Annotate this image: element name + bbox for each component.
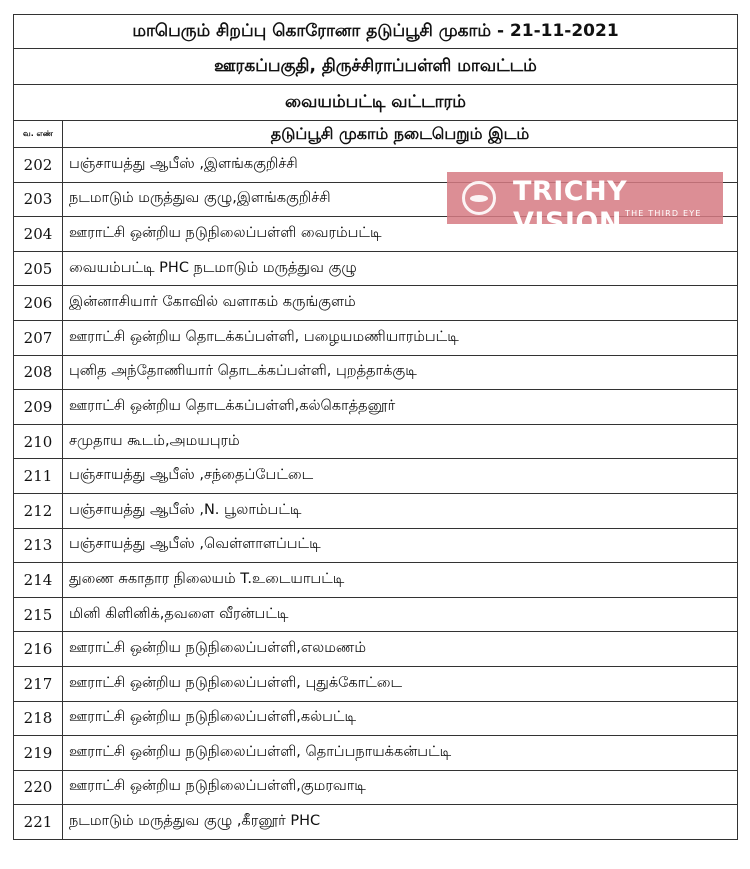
- camp-location: ஊராட்சி ஒன்றிய நடுநிலைப்பள்ளி,கல்பட்டி: [63, 701, 738, 736]
- table-row: [14, 632, 738, 667]
- camp-location: இன்னாசியார் கோவில் வளாகம் கருங்குளம்: [63, 286, 738, 321]
- camp-location: ஊராட்சி ஒன்றிய நடுநிலைப்பள்ளி, புதுக்கோட்டை: [63, 666, 738, 701]
- camp-location: ஊராட்சி ஒன்றிய நடுநிலைப்பள்ளி,எலமணம்: [63, 632, 738, 667]
- table-row: [14, 390, 738, 425]
- camp-location: பஞ்சாயத்து ஆபீஸ் ,இளங்ககுறிச்சி: [63, 148, 738, 183]
- table-row: [14, 770, 738, 805]
- serial-number: 206: [14, 286, 63, 321]
- area-row: [14, 49, 738, 85]
- table-row: [14, 320, 738, 355]
- table-row: [14, 528, 738, 563]
- table-row: [14, 459, 738, 494]
- serial-number: 203: [14, 182, 63, 217]
- serial-number: 211: [14, 459, 63, 494]
- serial-number: 218: [14, 701, 63, 736]
- serial-number: 205: [14, 251, 63, 286]
- camp-location: ஊராட்சி ஒன்றிய தொடக்கப்பள்ளி,கல்கொத்தனூர்: [63, 390, 738, 425]
- serial-number: 208: [14, 355, 63, 390]
- serial-number: 212: [14, 493, 63, 528]
- serial-number: 209: [14, 390, 63, 425]
- column-header-row: [14, 121, 738, 148]
- serial-number: 214: [14, 563, 63, 598]
- table-row: [14, 597, 738, 632]
- serial-number: 204: [14, 217, 63, 252]
- table-row: [14, 666, 738, 701]
- location-column-header: தடுப்பூசி முகாம் நடைபெறும் இடம்: [63, 121, 738, 148]
- table-row: [14, 251, 738, 286]
- table-row: [14, 805, 738, 840]
- document-title: மாபெரும் சிறப்பு கொரோனா தடுப்பூசி முகாம் - 21-11-2021: [14, 15, 738, 49]
- serial-number: 216: [14, 632, 63, 667]
- camp-location: ஊராட்சி ஒன்றிய நடுநிலைப்பள்ளி,குமரவாடி: [63, 770, 738, 805]
- table-row: [14, 563, 738, 598]
- camp-location: பஞ்சாயத்து ஆபீஸ் ,N. பூலாம்பட்டி: [63, 493, 738, 528]
- serial-number: 213: [14, 528, 63, 563]
- serial-number: 210: [14, 424, 63, 459]
- eye-logo-icon: [462, 181, 496, 215]
- camp-location: சமுதாய கூடம்,அமயபுரம்: [63, 424, 738, 459]
- table-row: [14, 736, 738, 771]
- block-row: [14, 85, 738, 121]
- table-row: [14, 701, 738, 736]
- area-heading: ஊரகப்பகுதி, திருச்சிராப்பள்ளி மாவட்டம்: [14, 49, 738, 85]
- table-row: [14, 424, 738, 459]
- table-row: [14, 493, 738, 528]
- serial-number: 217: [14, 666, 63, 701]
- camp-table: [13, 14, 738, 840]
- watermark-subtitle: THE THIRD EYE: [625, 209, 702, 218]
- camp-location: நடமாடும் மருத்துவ குழு,இளங்ககுறிச்சி: [63, 182, 738, 217]
- serial-number: 219: [14, 736, 63, 771]
- serial-number: 215: [14, 597, 63, 632]
- camp-location: புனித அந்தோணியார் தொடக்கப்பள்ளி, புறத்தாக்குடி: [63, 355, 738, 390]
- camp-location: மினி கிளினிக்,தவளை வீரன்பட்டி: [63, 597, 738, 632]
- vaccination-camp-document: [13, 14, 738, 840]
- serial-number: 202: [14, 148, 63, 183]
- title-row: [14, 15, 738, 49]
- serial-number: 220: [14, 770, 63, 805]
- camp-location: பஞ்சாயத்து ஆபீஸ் ,சந்தைப்பேட்டை: [63, 459, 738, 494]
- camp-location: துணை சுகாதார நிலையம் T.உடையாபட்டி: [63, 563, 738, 598]
- watermark-title: TRICHY VISION: [513, 176, 628, 238]
- serial-number: 207: [14, 320, 63, 355]
- serial-column-header: வ. எண்: [14, 121, 63, 148]
- table-row: [14, 286, 738, 321]
- block-heading: வையம்பட்டி வட்டாரம்: [14, 85, 738, 121]
- table-row: [14, 355, 738, 390]
- camp-location: நடமாடும் மருத்துவ குழு ,கீரனூர் PHC: [63, 805, 738, 840]
- camp-location: பஞ்சாயத்து ஆபீஸ் ,வெள்ளாளப்பட்டி: [63, 528, 738, 563]
- watermark-logo: [447, 172, 723, 238]
- serial-number: 221: [14, 805, 63, 840]
- camp-location: ஊராட்சி ஒன்றிய தொடக்கப்பள்ளி, பழையமணியாரம்பட்டி: [63, 320, 738, 355]
- camp-location: ஊராட்சி ஒன்றிய நடுநிலைப்பள்ளி, தொப்பநாயக்கன்பட்டி: [63, 736, 738, 771]
- camp-location: வையம்பட்டி PHC நடமாடும் மருத்துவ குழு: [63, 251, 738, 286]
- camp-location: ஊராட்சி ஒன்றிய நடுநிலைப்பள்ளி வைரம்பட்டி: [63, 217, 738, 252]
